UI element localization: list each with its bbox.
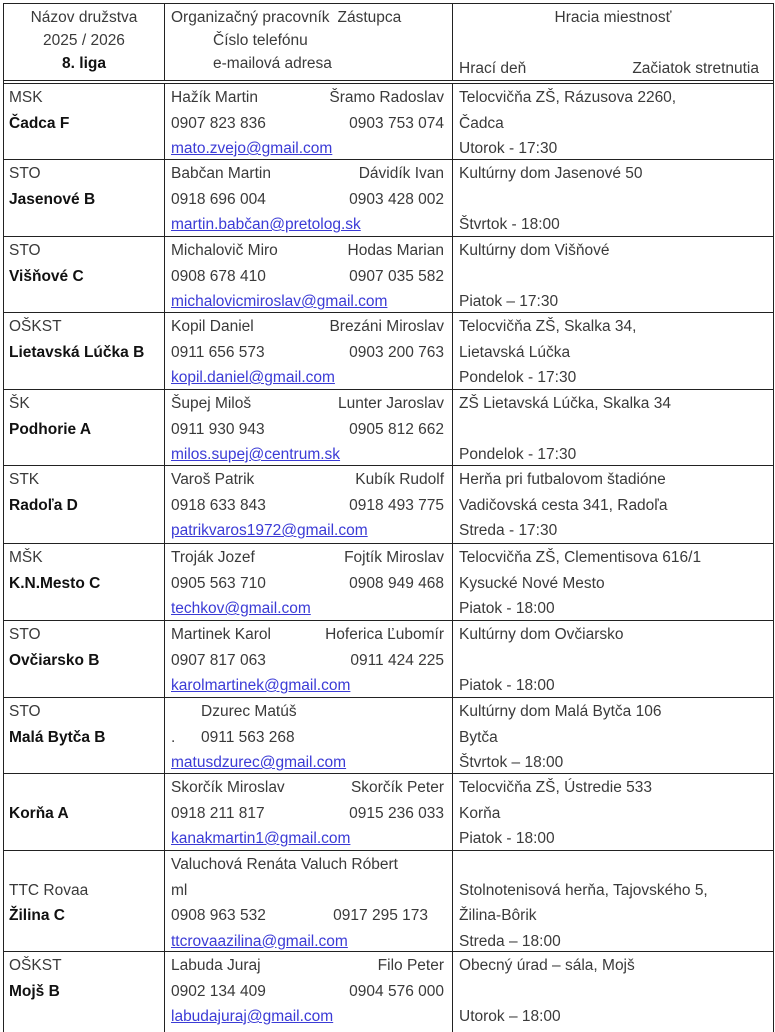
- team-cell: [4, 466, 165, 543]
- deputy-name: Fojtík Miroslav: [344, 549, 444, 566]
- play-schedule: Štvrtok – 18:00: [459, 754, 564, 771]
- table-row: [4, 390, 773, 466]
- venue-address: Telocvičňa ZŠ, Clementisova 616/1: [459, 549, 702, 566]
- team-cell: [4, 313, 165, 389]
- header-team-name-label: Názov družstva: [30, 9, 138, 26]
- organizer-phone: 0911 563 268: [201, 728, 295, 746]
- organizer-name: Kopil Daniel: [171, 318, 254, 335]
- deputy-name: Hodas Marian: [347, 242, 444, 259]
- contact-cell: [165, 313, 453, 389]
- header-season-label: 2025 / 2026: [43, 32, 125, 49]
- deputy-phone: 0917 295 173: [333, 907, 428, 924]
- team-name: Čadca F: [9, 114, 70, 132]
- organizer-phone: 0911 656 573: [171, 343, 265, 361]
- organizer-name: Hažík Martin: [171, 89, 258, 106]
- table-row: [4, 698, 773, 774]
- organizer-name: Martinek Karol: [171, 626, 271, 643]
- venue-address: ZŠ Lietavská Lúčka, Skalka 34: [459, 395, 671, 412]
- club-name: STO: [9, 626, 41, 643]
- venue-cell: [453, 544, 773, 620]
- team-name: Lietavská Lúčka B: [9, 343, 145, 361]
- header-play-day-label: Hrací deň: [459, 60, 527, 77]
- team-name: Ovčiarsko B: [9, 651, 100, 669]
- team-cell: [4, 851, 165, 951]
- header-team-column: [4, 4, 165, 80]
- organizer-phone: 0907 823 836: [171, 114, 266, 132]
- club-name: OŠKST: [9, 318, 62, 335]
- play-schedule: Streda - 17:30: [459, 522, 558, 539]
- play-schedule: Utorok - 17:30: [459, 140, 558, 157]
- organizer-phone: 0918 211 817: [171, 804, 265, 822]
- email-link[interactable]: karolmartinek@gmail.com: [171, 677, 351, 694]
- deputy-name: Skorčík Peter: [350, 779, 444, 796]
- venue-address: Telocvičňa ZŠ, Skalka 34,: [459, 318, 637, 335]
- email-link[interactable]: matusdzurec@gmail.com: [171, 754, 347, 771]
- table-row: [4, 84, 773, 160]
- team-name: Mojš B: [9, 982, 60, 1000]
- header-organizer-label: Organizačný pracovník: [171, 9, 330, 26]
- organizer-phone: 0902 134 409: [171, 982, 266, 1000]
- email-link[interactable]: kanakmartin1@gmail.com: [171, 830, 351, 847]
- venue-cell: [453, 390, 773, 465]
- play-schedule: Streda – 18:00: [459, 932, 561, 950]
- venue-address: Obecný úrad – sála, Mojš: [459, 957, 635, 974]
- table-row: [4, 466, 773, 544]
- team-cell: [4, 774, 165, 850]
- email-link[interactable]: kopil.daniel@gmail.com: [171, 369, 335, 386]
- organizer-name: Valuchová Renáta: [171, 856, 297, 873]
- table-row: [4, 313, 773, 390]
- header-email-label: e-mailová adresa: [213, 55, 332, 72]
- play-schedule: Piatok - 18:00: [459, 677, 555, 694]
- deputy-phone: 0918 493 775: [349, 496, 444, 514]
- play-schedule: Piatok – 17:30: [459, 293, 559, 310]
- play-schedule: Piatok - 18:00: [459, 830, 555, 847]
- play-schedule: Štvrtok - 18:00: [459, 216, 560, 233]
- venue-city: Korňa: [459, 804, 501, 822]
- table-row: [4, 237, 773, 313]
- team-contacts-table: [3, 3, 774, 1032]
- club-name: STO: [9, 165, 41, 182]
- contact-cell: [165, 160, 453, 236]
- team-cell: [4, 544, 165, 620]
- organizer-name: Šupej Miloš: [171, 395, 252, 412]
- organizer-name: Babčan Martin: [171, 165, 271, 182]
- venue-city: Čadca: [459, 114, 504, 132]
- team-name: Žilina C: [9, 907, 65, 924]
- organizer-phone: 0908 963 532: [171, 907, 266, 924]
- club-name: STK: [9, 471, 40, 488]
- email-link[interactable]: ttcrovaazilina@gmail.com: [171, 932, 348, 950]
- email-link[interactable]: milos.supej@centrum.sk: [171, 446, 341, 463]
- organizer-name: Dzurec Matúš: [201, 703, 297, 720]
- header-venue-column: [453, 4, 773, 80]
- organizer-phone: 0918 696 004: [171, 190, 266, 208]
- team-name: Radoľa D: [9, 496, 78, 514]
- venue-city: Lietavská Lúčka: [459, 343, 571, 361]
- club-name: STO: [9, 703, 41, 720]
- team-name: K.N.Mesto C: [9, 574, 101, 592]
- club-name: MSK: [9, 89, 43, 106]
- venue-cell: [453, 84, 773, 159]
- venue-cell: [453, 237, 773, 312]
- contact-cell: [165, 84, 453, 159]
- contact-cell: [165, 952, 453, 1032]
- header-start-time-label: Začiatok stretnutia: [632, 60, 759, 77]
- contact-cell: [165, 851, 453, 951]
- table-row: [4, 851, 773, 952]
- team-name: Višňové C: [9, 267, 84, 285]
- contact-cell: [165, 237, 453, 312]
- organizer-name: Varoš Patrik: [171, 471, 255, 488]
- venue-address: Kultúrny dom Malá Bytča 106: [459, 703, 662, 720]
- team-name: Podhorie A: [9, 420, 92, 438]
- email-link[interactable]: techkov@gmail.com: [171, 600, 311, 617]
- organizer-name: Labuda Juraj: [171, 957, 261, 974]
- table-header: [4, 4, 773, 84]
- organizer-phone: 0908 678 410: [171, 267, 266, 285]
- header-league-label: 8. liga: [62, 55, 106, 72]
- organizer-phone: 0911 930 943: [171, 420, 265, 438]
- deputy-name: Valuch Róbert: [300, 856, 398, 873]
- contact-cell: [165, 390, 453, 465]
- play-schedule: Pondelok - 17:30: [459, 369, 577, 386]
- deputy-phone: 0905 812 662: [349, 420, 444, 438]
- team-cell: [4, 621, 165, 697]
- phone-prefix: .: [171, 728, 176, 746]
- deputy-name: Brezáni Miroslav: [329, 318, 444, 335]
- organizer-name: Skorčík Miroslav: [171, 779, 285, 796]
- email-link[interactable]: labudajuraj@gmail.com: [171, 1008, 334, 1025]
- contact-cell: [165, 774, 453, 850]
- venue-cell: [453, 621, 773, 697]
- venue-cell: [453, 698, 773, 773]
- club-name: TTC Rovaa: [9, 881, 89, 899]
- deputy-name: Dávidík Ivan: [358, 165, 444, 182]
- venue-address: Kultúrny dom Jasenové 50: [459, 165, 643, 182]
- venue-cell: [453, 313, 773, 389]
- table-row: [4, 774, 773, 851]
- club-name: STO: [9, 242, 41, 259]
- email-link[interactable]: martin.babčan@pretolog.sk: [171, 216, 361, 233]
- email-link[interactable]: michalovicmiroslav@gmail.com: [171, 293, 388, 310]
- table-row: [4, 544, 773, 621]
- deputy-name: Hoferica Ľubomír: [325, 626, 444, 643]
- deputy-phone: 0903 428 002: [349, 190, 444, 208]
- deputy-suffix: ml: [171, 881, 188, 899]
- deputy-name: Filo Peter: [377, 957, 444, 974]
- deputy-name: Lunter Jaroslav: [338, 395, 444, 412]
- venue-cell: [453, 774, 773, 850]
- play-schedule: Utorok – 18:00: [459, 1008, 561, 1025]
- club-name: ŠK: [9, 395, 30, 412]
- deputy-name: Kubík Rudolf: [355, 471, 444, 488]
- play-schedule: Piatok - 18:00: [459, 600, 555, 617]
- deputy-phone: 0908 949 468: [349, 574, 444, 592]
- team-cell: [4, 952, 165, 1032]
- club-name: OŠKST: [9, 957, 62, 974]
- venue-city: Kysucké Nové Mesto: [459, 574, 605, 592]
- venue-address: Kultúrny dom Višňové: [459, 242, 610, 259]
- table-row: [4, 621, 773, 698]
- venue-city: Vadičovská cesta 341, Radoľa: [459, 496, 668, 514]
- deputy-phone: 0903 200 763: [349, 343, 444, 361]
- email-link[interactable]: mato.zvejo@gmail.com: [171, 140, 333, 157]
- organizer-phone: 0907 817 063: [171, 651, 266, 669]
- header-contact-column: [165, 4, 453, 80]
- team-name: Jasenové B: [9, 190, 96, 208]
- team-cell: [4, 160, 165, 236]
- venue-cell: [453, 851, 773, 951]
- contact-cell: [165, 544, 453, 620]
- venue-address: Telocvičňa ZŠ, Ústredie 533: [459, 779, 652, 796]
- team-cell: [4, 390, 165, 465]
- contact-cell: [165, 621, 453, 697]
- venue-cell: [453, 160, 773, 236]
- team-cell: [4, 237, 165, 312]
- header-venue-label: Hracia miestnosť: [554, 9, 672, 26]
- team-cell: [4, 84, 165, 159]
- team-name: Korňa A: [9, 804, 69, 822]
- table-row: [4, 160, 773, 237]
- venue-cell: [453, 466, 773, 543]
- organizer-phone: 0905 563 710: [171, 574, 266, 592]
- deputy-name: Šramo Radoslav: [329, 89, 444, 106]
- deputy-phone: 0907 035 582: [349, 267, 444, 285]
- deputy-phone: 0911 424 225: [350, 651, 444, 669]
- team-cell: [4, 698, 165, 773]
- deputy-phone: 0904 576 000: [349, 982, 444, 1000]
- contact-cell: [165, 466, 453, 543]
- email-link[interactable]: patrikvaros1972@gmail.com: [171, 522, 368, 539]
- venue-address: Stolnotenisová herňa, Tajovského 5,: [459, 881, 708, 899]
- organizer-name: Michalovič Miro: [171, 242, 278, 259]
- deputy-phone: 0903 753 074: [349, 114, 444, 132]
- organizer-phone: 0918 633 843: [171, 496, 266, 514]
- table-row: [4, 952, 773, 1032]
- venue-address: Telocvičňa ZŠ, Rázusova 2260,: [459, 89, 677, 106]
- organizer-name: Troják Jozef: [171, 549, 255, 566]
- header-deputy-label: Zástupca: [337, 9, 402, 26]
- header-phone-label: Číslo telefónu: [213, 32, 308, 49]
- play-schedule: Pondelok - 17:30: [459, 446, 577, 463]
- venue-city: Žilina-Bôrik: [459, 907, 537, 924]
- club-name: MŠK: [9, 549, 43, 566]
- team-name: Malá Bytča B: [9, 728, 106, 746]
- venue-city: Bytča: [459, 728, 498, 746]
- venue-address: Herňa pri futbalovom štadióne: [459, 471, 666, 488]
- contact-cell: [165, 698, 453, 773]
- deputy-phone: 0915 236 033: [349, 804, 444, 822]
- venue-address: Kultúrny dom Ovčiarsko: [459, 626, 624, 643]
- venue-cell: [453, 952, 773, 1032]
